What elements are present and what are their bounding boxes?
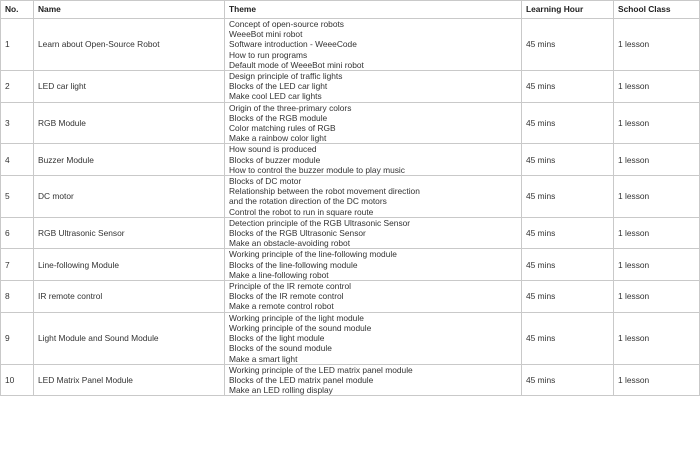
header-learning-hour: Learning Hour	[522, 1, 614, 19]
cell-school-class: 1 lesson	[614, 312, 700, 364]
table-header-row	[1, 1, 700, 19]
theme-line: Blocks of the sound module	[229, 343, 332, 354]
cell-no: 4	[1, 144, 34, 176]
theme-line: Design principle of traffic lights	[229, 71, 343, 82]
theme-line: Make a rainbow color light	[229, 133, 327, 144]
cell-theme	[225, 217, 522, 249]
theme-line: Blocks of DC motor	[229, 176, 302, 187]
cell-school-class: 1 lesson	[614, 176, 700, 218]
cell-theme	[225, 312, 522, 364]
cell-no: 3	[1, 102, 34, 144]
cell-theme	[225, 19, 522, 71]
cell-learning-hour: 45 mins	[522, 144, 614, 176]
cell-theme	[225, 102, 522, 144]
cell-theme	[225, 249, 522, 281]
theme-line: Control the robot to run in square route	[229, 206, 374, 217]
cell-no: 8	[1, 281, 34, 313]
table-row	[1, 144, 700, 176]
cell-no: 2	[1, 71, 34, 103]
cell-theme	[225, 144, 522, 176]
cell-school-class: 1 lesson	[614, 217, 700, 249]
theme-line: Working principle of the LED matrix panel module	[229, 364, 413, 375]
table-row	[1, 217, 700, 249]
cell-no: 5	[1, 176, 34, 218]
cell-name: Learn about Open-Source Robot	[34, 19, 225, 71]
cell-name: DC motor	[34, 176, 225, 218]
table-row	[1, 176, 700, 218]
cell-learning-hour: 45 mins	[522, 19, 614, 71]
cell-learning-hour: 45 mins	[522, 71, 614, 103]
table-row	[1, 364, 700, 396]
cell-learning-hour: 45 mins	[522, 281, 614, 313]
cell-no: 9	[1, 312, 34, 364]
theme-line: How to run programs	[229, 49, 308, 60]
theme-line: Blocks of the RGB Ultrasonic Sensor	[229, 228, 366, 239]
cell-school-class: 1 lesson	[614, 144, 700, 176]
theme-line: and the rotation direction of the DC motors	[229, 196, 387, 207]
header-no: No.	[1, 1, 34, 19]
theme-line: Make an LED rolling display	[229, 385, 333, 396]
header-name: Name	[34, 1, 225, 19]
theme-line: Blocks of buzzer module	[229, 154, 321, 165]
theme-line: Origin of the three-primary colors	[229, 102, 352, 113]
theme-line: Blocks of the light module	[229, 333, 325, 344]
cell-school-class: 1 lesson	[614, 281, 700, 313]
cell-theme	[225, 176, 522, 218]
cell-no: 7	[1, 249, 34, 281]
theme-line: Software introduction - WeeeCode	[229, 39, 357, 50]
cell-no: 10	[1, 364, 34, 396]
cell-learning-hour: 45 mins	[522, 102, 614, 144]
cell-learning-hour: 45 mins	[522, 176, 614, 218]
theme-line: Blocks of the RGB module	[229, 112, 328, 123]
table-body	[1, 19, 700, 396]
theme-line: Concept of open-source robots	[229, 19, 344, 29]
cell-name: Line-following Module	[34, 249, 225, 281]
theme-line: Make a line-following robot	[229, 269, 329, 280]
theme-line: Relationship between the robot movement direction	[229, 186, 420, 197]
table-row	[1, 249, 700, 281]
theme-line: Blocks of the LED matrix panel module	[229, 374, 374, 385]
cell-name: Buzzer Module	[34, 144, 225, 176]
theme-line: Default mode of WeeeBot mini robot	[229, 59, 364, 70]
theme-line: Blocks of the IR remote control	[229, 291, 344, 302]
theme-line: Detection principle of the RGB Ultrasonic Sensor	[229, 217, 411, 228]
cell-learning-hour: 45 mins	[522, 312, 614, 364]
table-row	[1, 281, 700, 313]
cell-school-class: 1 lesson	[614, 249, 700, 281]
cell-theme	[225, 281, 522, 313]
cell-name: LED Matrix Panel Module	[34, 364, 225, 396]
cell-theme	[225, 71, 522, 103]
cell-school-class: 1 lesson	[614, 71, 700, 103]
cell-theme	[225, 364, 522, 396]
cell-no: 6	[1, 217, 34, 249]
theme-line: Make a remote control robot	[229, 301, 334, 312]
cell-learning-hour: 45 mins	[522, 364, 614, 396]
theme-line: Make a smart light	[229, 353, 298, 364]
header-theme: Theme	[225, 1, 522, 19]
table-row	[1, 19, 700, 71]
theme-line: Working principle of the light module	[229, 312, 364, 323]
table-row	[1, 102, 700, 144]
table-row	[1, 312, 700, 364]
table-row	[1, 71, 700, 103]
cell-no: 1	[1, 19, 34, 71]
theme-line: Working principle of the sound module	[229, 322, 372, 333]
cell-learning-hour: 45 mins	[522, 217, 614, 249]
theme-line: Working principle of the line-following module	[229, 249, 397, 260]
theme-line: Make an obstacle-avoiding robot	[229, 238, 351, 249]
cell-name: RGB Ultrasonic Sensor	[34, 217, 225, 249]
cell-name: LED car light	[34, 71, 225, 103]
theme-line: Make cool LED car lights	[229, 91, 322, 102]
theme-line: Blocks of the LED car light	[229, 81, 328, 92]
cell-learning-hour: 45 mins	[522, 249, 614, 281]
theme-line: Blocks of the line-following module	[229, 259, 358, 270]
cell-school-class: 1 lesson	[614, 19, 700, 71]
theme-line: Color matching rules of RGB	[229, 123, 336, 134]
cell-name: IR remote control	[34, 281, 225, 313]
theme-line: How to control the buzzer module to play music	[229, 164, 405, 175]
theme-line: Principle of the IR remote control	[229, 281, 351, 292]
cell-school-class: 1 lesson	[614, 102, 700, 144]
cell-school-class: 1 lesson	[614, 364, 700, 396]
theme-line: How sound is produced	[229, 144, 317, 155]
cell-name: RGB Module	[34, 102, 225, 144]
header-school-class: School Class	[614, 1, 700, 19]
cell-name: Light Module and Sound Module	[34, 312, 225, 364]
theme-line: WeeeBot mini robot	[229, 29, 303, 40]
